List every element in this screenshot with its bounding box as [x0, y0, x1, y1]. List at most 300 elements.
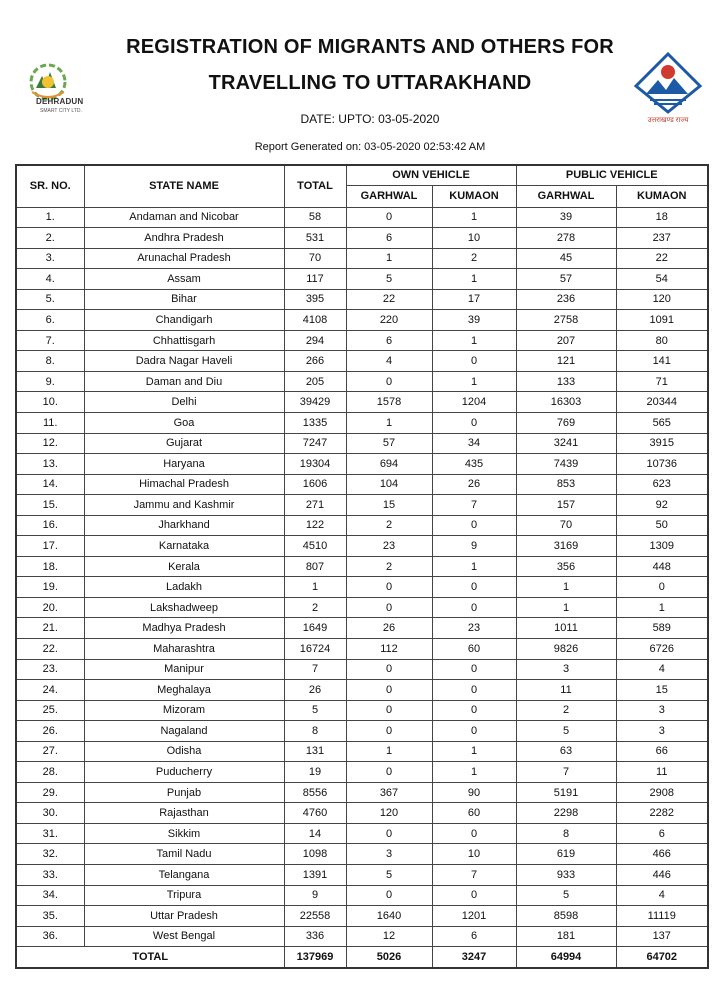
table-row	[16, 392, 708, 413]
cell-sr-no: 3.	[16, 248, 84, 269]
cell-public-kumaon: 137	[616, 926, 708, 947]
cell-sr-no: 12.	[16, 433, 84, 454]
cell-public-kumaon: 3	[616, 700, 708, 721]
cell-state-name: Dadra Nagar Haveli	[84, 351, 284, 372]
cell-sr-no: 8.	[16, 351, 84, 372]
migrants-table-container	[15, 164, 707, 969]
cell-own-kumaon: 60	[432, 803, 516, 824]
cell-public-garhwal: 39	[516, 207, 616, 228]
cell-own-garhwal: 1578	[346, 392, 432, 413]
cell-own-garhwal: 112	[346, 638, 432, 659]
cell-own-kumaon: 0	[432, 577, 516, 598]
cell-public-garhwal: 181	[516, 926, 616, 947]
cell-own-kumaon: 34	[432, 433, 516, 454]
cell-state-name: Tripura	[84, 885, 284, 906]
cell-total: 336	[284, 926, 346, 947]
cell-own-kumaon: 0	[432, 351, 516, 372]
table-row	[16, 803, 708, 824]
total-public-garhwal: 64994	[516, 947, 616, 968]
cell-own-garhwal: 2	[346, 515, 432, 536]
table-row	[16, 700, 708, 721]
cell-total: 2	[284, 597, 346, 618]
cell-own-kumaon: 1	[432, 207, 516, 228]
cell-total: 9	[284, 885, 346, 906]
cell-sr-no: 28.	[16, 762, 84, 783]
table-row	[16, 269, 708, 290]
table-row	[16, 228, 708, 249]
cell-total: 8	[284, 721, 346, 742]
cell-state-name: Goa	[84, 412, 284, 433]
cell-own-garhwal: 22	[346, 289, 432, 310]
cell-public-garhwal: 769	[516, 412, 616, 433]
cell-sr-no: 33.	[16, 865, 84, 886]
cell-own-kumaon: 0	[432, 823, 516, 844]
cell-public-garhwal: 11	[516, 680, 616, 701]
cell-own-kumaon: 1	[432, 556, 516, 577]
cell-total: 807	[284, 556, 346, 577]
table-row	[16, 906, 708, 927]
table-row	[16, 618, 708, 639]
cell-own-kumaon: 23	[432, 618, 516, 639]
cell-public-kumaon: 6726	[616, 638, 708, 659]
cell-state-name: Daman and Diu	[84, 371, 284, 392]
cell-total: 266	[284, 351, 346, 372]
cell-own-garhwal: 367	[346, 782, 432, 803]
cell-own-garhwal: 694	[346, 454, 432, 475]
cell-sr-no: 2.	[16, 228, 84, 249]
cell-own-garhwal: 3	[346, 844, 432, 865]
cell-own-kumaon: 9	[432, 536, 516, 557]
cell-own-garhwal: 1	[346, 412, 432, 433]
cell-sr-no: 14.	[16, 474, 84, 495]
cell-public-kumaon: 92	[616, 495, 708, 516]
cell-sr-no: 11.	[16, 412, 84, 433]
cell-own-garhwal: 12	[346, 926, 432, 947]
cell-sr-no: 20.	[16, 597, 84, 618]
table-row	[16, 823, 708, 844]
col-header-own-vehicle: OWN VEHICLE	[346, 165, 516, 185]
cell-own-garhwal: 0	[346, 721, 432, 742]
cell-state-name: Jammu and Kashmir	[84, 495, 284, 516]
cell-public-garhwal: 3	[516, 659, 616, 680]
total-own-kumaon: 3247	[432, 947, 516, 968]
cell-own-kumaon: 0	[432, 680, 516, 701]
col-header-own-garhwal: GARHWAL	[346, 185, 432, 207]
table-row	[16, 885, 708, 906]
cell-sr-no: 27.	[16, 741, 84, 762]
table-row	[16, 844, 708, 865]
table-row	[16, 865, 708, 886]
cell-state-name: Mizoram	[84, 700, 284, 721]
cell-sr-no: 10.	[16, 392, 84, 413]
cell-public-kumaon: 10736	[616, 454, 708, 475]
cell-total: 531	[284, 228, 346, 249]
cell-public-garhwal: 63	[516, 741, 616, 762]
table-row	[16, 371, 708, 392]
cell-public-kumaon: 1	[616, 597, 708, 618]
cell-own-kumaon: 1201	[432, 906, 516, 927]
cell-state-name: Puducherry	[84, 762, 284, 783]
cell-own-kumaon: 0	[432, 721, 516, 742]
cell-public-kumaon: 1091	[616, 310, 708, 331]
cell-own-kumaon: 1	[432, 741, 516, 762]
table-row	[16, 454, 708, 475]
cell-own-garhwal: 0	[346, 597, 432, 618]
cell-sr-no: 29.	[16, 782, 84, 803]
cell-own-garhwal: 0	[346, 207, 432, 228]
total-own-garhwal: 5026	[346, 947, 432, 968]
cell-own-garhwal: 1640	[346, 906, 432, 927]
cell-own-kumaon: 1	[432, 269, 516, 290]
cell-public-kumaon: 2908	[616, 782, 708, 803]
cell-own-garhwal: 0	[346, 371, 432, 392]
cell-sr-no: 22.	[16, 638, 84, 659]
cell-public-garhwal: 8	[516, 823, 616, 844]
cell-public-kumaon: 4	[616, 659, 708, 680]
cell-own-garhwal: 0	[346, 659, 432, 680]
cell-public-garhwal: 2298	[516, 803, 616, 824]
table-body	[16, 207, 708, 947]
cell-total: 1606	[284, 474, 346, 495]
cell-sr-no: 31.	[16, 823, 84, 844]
report-generated-time: Report Generated on: 03-05-2020 02:53:42 AM	[254, 141, 486, 153]
cell-public-garhwal: 133	[516, 371, 616, 392]
cell-total: 16724	[284, 638, 346, 659]
cell-public-garhwal: 5191	[516, 782, 616, 803]
cell-public-kumaon: 20344	[616, 392, 708, 413]
logo-brand-text: DEHRADUN	[36, 97, 84, 106]
table-row	[16, 659, 708, 680]
cell-state-name: Manipur	[84, 659, 284, 680]
cell-sr-no: 24.	[16, 680, 84, 701]
table-row	[16, 536, 708, 557]
cell-sr-no: 30.	[16, 803, 84, 824]
cell-public-garhwal: 5	[516, 721, 616, 742]
cell-total: 122	[284, 515, 346, 536]
cell-state-name: Odisha	[84, 741, 284, 762]
cell-total: 8556	[284, 782, 346, 803]
cell-public-garhwal: 9826	[516, 638, 616, 659]
table-row	[16, 597, 708, 618]
cell-total: 19304	[284, 454, 346, 475]
table-row	[16, 351, 708, 372]
cell-total: 294	[284, 330, 346, 351]
report-title-line2: TRAVELLING TO UTTARAKHAND	[208, 72, 532, 94]
cell-own-garhwal: 5	[346, 269, 432, 290]
cell-public-kumaon: 1309	[616, 536, 708, 557]
cell-own-kumaon: 10	[432, 228, 516, 249]
cell-state-name: Andaman and Nicobar	[84, 207, 284, 228]
cell-state-name: Gujarat	[84, 433, 284, 454]
cell-public-kumaon: 141	[616, 351, 708, 372]
cell-own-garhwal: 120	[346, 803, 432, 824]
cell-total: 205	[284, 371, 346, 392]
cell-own-kumaon: 0	[432, 700, 516, 721]
cell-public-kumaon: 589	[616, 618, 708, 639]
cell-sr-no: 21.	[16, 618, 84, 639]
table-row	[16, 762, 708, 783]
cell-public-kumaon: 80	[616, 330, 708, 351]
cell-own-kumaon: 0	[432, 659, 516, 680]
cell-public-garhwal: 1	[516, 577, 616, 598]
cell-own-kumaon: 17	[432, 289, 516, 310]
cell-public-garhwal: 933	[516, 865, 616, 886]
cell-state-name: Ladakh	[84, 577, 284, 598]
cell-total: 4510	[284, 536, 346, 557]
cell-own-kumaon: 6	[432, 926, 516, 947]
cell-public-garhwal: 7	[516, 762, 616, 783]
cell-total: 1335	[284, 412, 346, 433]
cell-own-garhwal: 1	[346, 741, 432, 762]
uttarakhand-emblem-icon	[630, 50, 706, 116]
cell-own-garhwal: 5	[346, 865, 432, 886]
table-row	[16, 207, 708, 228]
cell-sr-no: 26.	[16, 721, 84, 742]
cell-public-garhwal: 619	[516, 844, 616, 865]
cell-public-kumaon: 466	[616, 844, 708, 865]
cell-state-name: Meghalaya	[84, 680, 284, 701]
cell-public-garhwal: 207	[516, 330, 616, 351]
cell-public-kumaon: 50	[616, 515, 708, 536]
cell-public-kumaon: 565	[616, 412, 708, 433]
cell-sr-no: 35.	[16, 906, 84, 927]
cell-total: 117	[284, 269, 346, 290]
cell-public-kumaon: 2282	[616, 803, 708, 824]
cell-public-garhwal: 16303	[516, 392, 616, 413]
cell-own-garhwal: 104	[346, 474, 432, 495]
cell-public-garhwal: 45	[516, 248, 616, 269]
table-row	[16, 782, 708, 803]
cell-state-name: Maharashtra	[84, 638, 284, 659]
cell-own-kumaon: 7	[432, 495, 516, 516]
cell-total: 26	[284, 680, 346, 701]
cell-total: 1649	[284, 618, 346, 639]
cell-public-kumaon: 623	[616, 474, 708, 495]
cell-state-name: Chhattisgarh	[84, 330, 284, 351]
cell-own-garhwal: 0	[346, 823, 432, 844]
cell-own-garhwal: 0	[346, 885, 432, 906]
cell-own-kumaon: 1	[432, 330, 516, 351]
cell-state-name: Chandigarh	[84, 310, 284, 331]
col-header-public-garhwal: GARHWAL	[516, 185, 616, 207]
cell-public-garhwal: 853	[516, 474, 616, 495]
cell-sr-no: 6.	[16, 310, 84, 331]
cell-state-name: Madhya Pradesh	[84, 618, 284, 639]
cell-sr-no: 7.	[16, 330, 84, 351]
cell-sr-no: 18.	[16, 556, 84, 577]
cell-public-garhwal: 356	[516, 556, 616, 577]
cell-state-name: Assam	[84, 269, 284, 290]
cell-total: 5	[284, 700, 346, 721]
cell-own-garhwal: 220	[346, 310, 432, 331]
cell-own-kumaon: 0	[432, 597, 516, 618]
cell-public-garhwal: 278	[516, 228, 616, 249]
logo-sub-text: SMART CITY LTD.	[40, 108, 82, 114]
table-row	[16, 680, 708, 701]
cell-public-garhwal: 121	[516, 351, 616, 372]
cell-own-garhwal: 26	[346, 618, 432, 639]
cell-state-name: Sikkim	[84, 823, 284, 844]
cell-state-name: Nagaland	[84, 721, 284, 742]
cell-public-kumaon: 6	[616, 823, 708, 844]
cell-own-garhwal: 6	[346, 228, 432, 249]
cell-own-garhwal: 15	[346, 495, 432, 516]
cell-public-kumaon: 3915	[616, 433, 708, 454]
table-row	[16, 248, 708, 269]
cell-own-garhwal: 0	[346, 700, 432, 721]
cell-state-name: Telangana	[84, 865, 284, 886]
cell-total: 7	[284, 659, 346, 680]
cell-total: 1098	[284, 844, 346, 865]
cell-public-garhwal: 157	[516, 495, 616, 516]
cell-public-kumaon: 66	[616, 741, 708, 762]
table-row	[16, 412, 708, 433]
cell-total: 22558	[284, 906, 346, 927]
cell-public-kumaon: 22	[616, 248, 708, 269]
report-date: DATE: UPTO: 03-05-2020	[300, 112, 440, 126]
table-row	[16, 310, 708, 331]
cell-own-kumaon: 0	[432, 515, 516, 536]
cell-state-name: Bihar	[84, 289, 284, 310]
cell-sr-no: 5.	[16, 289, 84, 310]
cell-total: 70	[284, 248, 346, 269]
cell-sr-no: 9.	[16, 371, 84, 392]
cell-sr-no: 32.	[16, 844, 84, 865]
col-header-own-kumaon: KUMAON	[432, 185, 516, 207]
cell-total: 14	[284, 823, 346, 844]
cell-own-garhwal: 0	[346, 577, 432, 598]
cell-public-garhwal: 2758	[516, 310, 616, 331]
cell-public-kumaon: 3	[616, 721, 708, 742]
cell-public-garhwal: 8598	[516, 906, 616, 927]
cell-sr-no: 4.	[16, 269, 84, 290]
emblem-caption: उत्तराखण्ड राज्य	[647, 117, 689, 124]
cell-public-kumaon: 71	[616, 371, 708, 392]
col-header-total: TOTAL	[284, 165, 346, 207]
cell-own-kumaon: 2	[432, 248, 516, 269]
cell-total: 58	[284, 207, 346, 228]
cell-own-kumaon: 26	[432, 474, 516, 495]
table-row	[16, 289, 708, 310]
cell-sr-no: 13.	[16, 454, 84, 475]
cell-state-name: Rajasthan	[84, 803, 284, 824]
cell-public-kumaon: 120	[616, 289, 708, 310]
cell-public-kumaon: 446	[616, 865, 708, 886]
total-public-kumaon: 64702	[616, 947, 708, 968]
cell-public-garhwal: 70	[516, 515, 616, 536]
table-row	[16, 638, 708, 659]
migrants-registration-table	[15, 164, 709, 969]
cell-state-name: Kerala	[84, 556, 284, 577]
cell-total: 131	[284, 741, 346, 762]
cell-sr-no: 25.	[16, 700, 84, 721]
cell-state-name: Uttar Pradesh	[84, 906, 284, 927]
cell-public-kumaon: 11	[616, 762, 708, 783]
cell-own-kumaon: 0	[432, 885, 516, 906]
cell-public-kumaon: 4	[616, 885, 708, 906]
total-label: TOTAL	[16, 947, 284, 968]
col-header-public-vehicle: PUBLIC VEHICLE	[516, 165, 708, 185]
cell-public-kumaon: 18	[616, 207, 708, 228]
report-title-line1: REGISTRATION OF MIGRANTS AND OTHERS FOR	[126, 36, 614, 58]
total-all: 137969	[284, 947, 346, 968]
cell-own-kumaon: 435	[432, 454, 516, 475]
cell-public-kumaon: 54	[616, 269, 708, 290]
cell-own-kumaon: 7	[432, 865, 516, 886]
cell-own-kumaon: 60	[432, 638, 516, 659]
cell-total: 39429	[284, 392, 346, 413]
cell-own-garhwal: 1	[346, 248, 432, 269]
table-row	[16, 433, 708, 454]
cell-state-name: Haryana	[84, 454, 284, 475]
cell-total: 19	[284, 762, 346, 783]
table-row	[16, 515, 708, 536]
cell-total: 7247	[284, 433, 346, 454]
cell-public-garhwal: 7439	[516, 454, 616, 475]
table-total-row	[16, 947, 708, 968]
cell-total: 395	[284, 289, 346, 310]
table-row	[16, 741, 708, 762]
cell-own-garhwal: 0	[346, 762, 432, 783]
cell-state-name: Jharkhand	[84, 515, 284, 536]
cell-state-name: Tamil Nadu	[84, 844, 284, 865]
cell-sr-no: 1.	[16, 207, 84, 228]
cell-own-kumaon: 90	[432, 782, 516, 803]
cell-public-kumaon: 15	[616, 680, 708, 701]
cell-public-garhwal: 5	[516, 885, 616, 906]
cell-state-name: Himachal Pradesh	[84, 474, 284, 495]
cell-state-name: Punjab	[84, 782, 284, 803]
cell-sr-no: 16.	[16, 515, 84, 536]
cell-own-kumaon: 1	[432, 371, 516, 392]
table-row	[16, 330, 708, 351]
cell-total: 4108	[284, 310, 346, 331]
cell-sr-no: 34.	[16, 885, 84, 906]
table-row	[16, 926, 708, 947]
cell-total: 1	[284, 577, 346, 598]
table-row	[16, 721, 708, 742]
report-header	[0, 0, 720, 165]
cell-public-kumaon: 11119	[616, 906, 708, 927]
table-row	[16, 556, 708, 577]
cell-total: 4760	[284, 803, 346, 824]
cell-state-name: Lakshadweep	[84, 597, 284, 618]
uttarakhand-emblem-logo	[630, 50, 706, 140]
cell-own-kumaon: 1204	[432, 392, 516, 413]
cell-sr-no: 17.	[16, 536, 84, 557]
table-row	[16, 474, 708, 495]
cell-public-garhwal: 236	[516, 289, 616, 310]
cell-own-kumaon: 39	[432, 310, 516, 331]
cell-sr-no: 15.	[16, 495, 84, 516]
cell-own-garhwal: 4	[346, 351, 432, 372]
cell-own-kumaon: 1	[432, 762, 516, 783]
cell-public-garhwal: 2	[516, 700, 616, 721]
cell-public-garhwal: 1	[516, 597, 616, 618]
col-header-sr-no: SR. NO.	[16, 165, 84, 207]
col-header-public-kumaon: KUMAON	[616, 185, 708, 207]
cell-own-garhwal: 0	[346, 680, 432, 701]
cell-sr-no: 23.	[16, 659, 84, 680]
cell-own-garhwal: 57	[346, 433, 432, 454]
cell-own-garhwal: 6	[346, 330, 432, 351]
cell-own-garhwal: 2	[346, 556, 432, 577]
cell-state-name: Andhra Pradesh	[84, 228, 284, 249]
table-row	[16, 495, 708, 516]
cell-sr-no: 19.	[16, 577, 84, 598]
cell-public-garhwal: 3241	[516, 433, 616, 454]
cell-sr-no: 36.	[16, 926, 84, 947]
